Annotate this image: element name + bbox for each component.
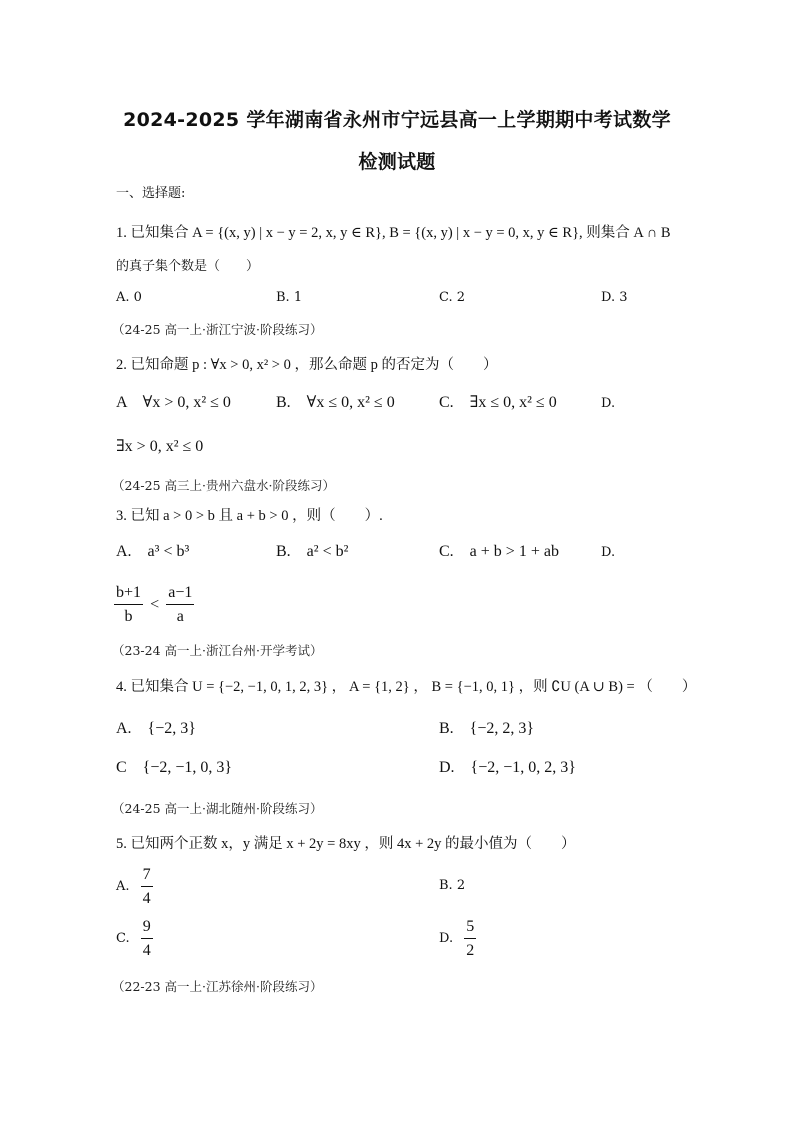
question-3-option-a: A. a³ < b³ xyxy=(116,543,190,560)
question-4-option-b: B. {−2, 2, 3} xyxy=(439,720,535,737)
question-1-option-d: D. 3 xyxy=(601,290,628,305)
question-2-stem: 2. 已知命题 p : ∀x > 0, x² > 0 ，那么命题 p 的否定为（ ） xyxy=(116,357,498,373)
question-1-option-a: A. 0 xyxy=(116,290,142,305)
question-3-option-b: B. a² < b² xyxy=(276,543,349,560)
question-5-option-b: B. 2 xyxy=(439,878,466,893)
question-1-stem: 1. 已知集合 A = {(x, y) | x − y = 2, x, y ∈ R}, B = {(x, y) | x − y = 0, x, y ∈ R}, 则集合 A ∩ B xyxy=(116,225,671,241)
fraction-right: $\frac{a-1}{a}$ xyxy=(168,584,193,625)
question-5-stem: 5. 已知两个正数 x，y 满足 x + 2y = 8xy ，则 4x + 2y 的最小值为（ ） xyxy=(116,836,576,852)
question-1-stem-cont: 的真子集个数是（ ） xyxy=(116,259,260,274)
fraction-c: $\frac{9}{4}$ xyxy=(142,918,151,959)
question-2-source: （24-25 高三上·贵州六盘水·阶段练习） xyxy=(112,478,335,493)
question-5-option-d: D. $\frac{5}{2}$ xyxy=(439,918,475,959)
question-4-source: （24-25 高一上·湖北随州·阶段练习） xyxy=(112,801,323,816)
fraction-a: $\frac{7}{4}$ xyxy=(142,866,151,907)
question-1-option-b: B. 1 xyxy=(276,290,303,305)
question-4-option-c: C {−2, −1, 0, 3} xyxy=(116,759,233,776)
fraction-left: $\frac{b+1}{b}$ xyxy=(116,584,142,625)
question-2-option-d-label: D. xyxy=(601,396,616,411)
section-heading: 一、选择题: xyxy=(116,186,186,201)
page-title-line2: 检测试题 xyxy=(358,151,436,173)
page-title: 2024-2025 学年湖南省永州市宁远县高一上学期期中考试数学 xyxy=(123,109,671,131)
question-4-stem: 4. 已知集合 U = {−2, −1, 0, 1, 2, 3} ， A = {1, 2} ， B = {−1, 0, 1} ，则 ∁U (A ∪ B) = （ ） xyxy=(116,679,697,695)
question-4-option-a: A. {−2, 3} xyxy=(116,720,196,737)
question-3-option-c: C. a + b > 1 + ab xyxy=(439,543,559,560)
question-3-option-d-label: D. xyxy=(601,545,616,560)
question-4-option-d: D. {−2, −1, 0, 2, 3} xyxy=(439,759,576,776)
question-1-option-c: C. 2 xyxy=(439,290,466,305)
question-2-option-b: B. ∀x ≤ 0, x² ≤ 0 xyxy=(276,394,395,411)
question-1-source: （24-25 高一上·浙江宁波·阶段练习） xyxy=(112,322,323,337)
question-2-option-a: A ∀x > 0, x² ≤ 0 xyxy=(116,394,231,411)
question-5-option-a: A. $\frac{7}{4}$ xyxy=(116,866,151,907)
question-3-source: （23-24 高一上·浙江台州·开学考试） xyxy=(112,643,323,658)
question-2-option-c: C. ∃x ≤ 0, x² ≤ 0 xyxy=(439,394,557,411)
question-5-option-c: C. $\frac{9}{4}$ xyxy=(116,918,151,959)
question-3-option-d: $\frac{b+1}{b}$ < $\frac{a-1}{a}$ xyxy=(116,584,193,625)
fraction-d: $\frac{5}{2}$ xyxy=(466,918,475,959)
question-3-stem: 3. 已知 a > 0 > b 且 a + b > 0 ，则（ ）. xyxy=(116,508,383,524)
question-2-option-d: ∃x > 0, x² ≤ 0 xyxy=(116,438,204,455)
question-5-source: （22-23 高一上·江苏徐州·阶段练习） xyxy=(112,979,323,994)
